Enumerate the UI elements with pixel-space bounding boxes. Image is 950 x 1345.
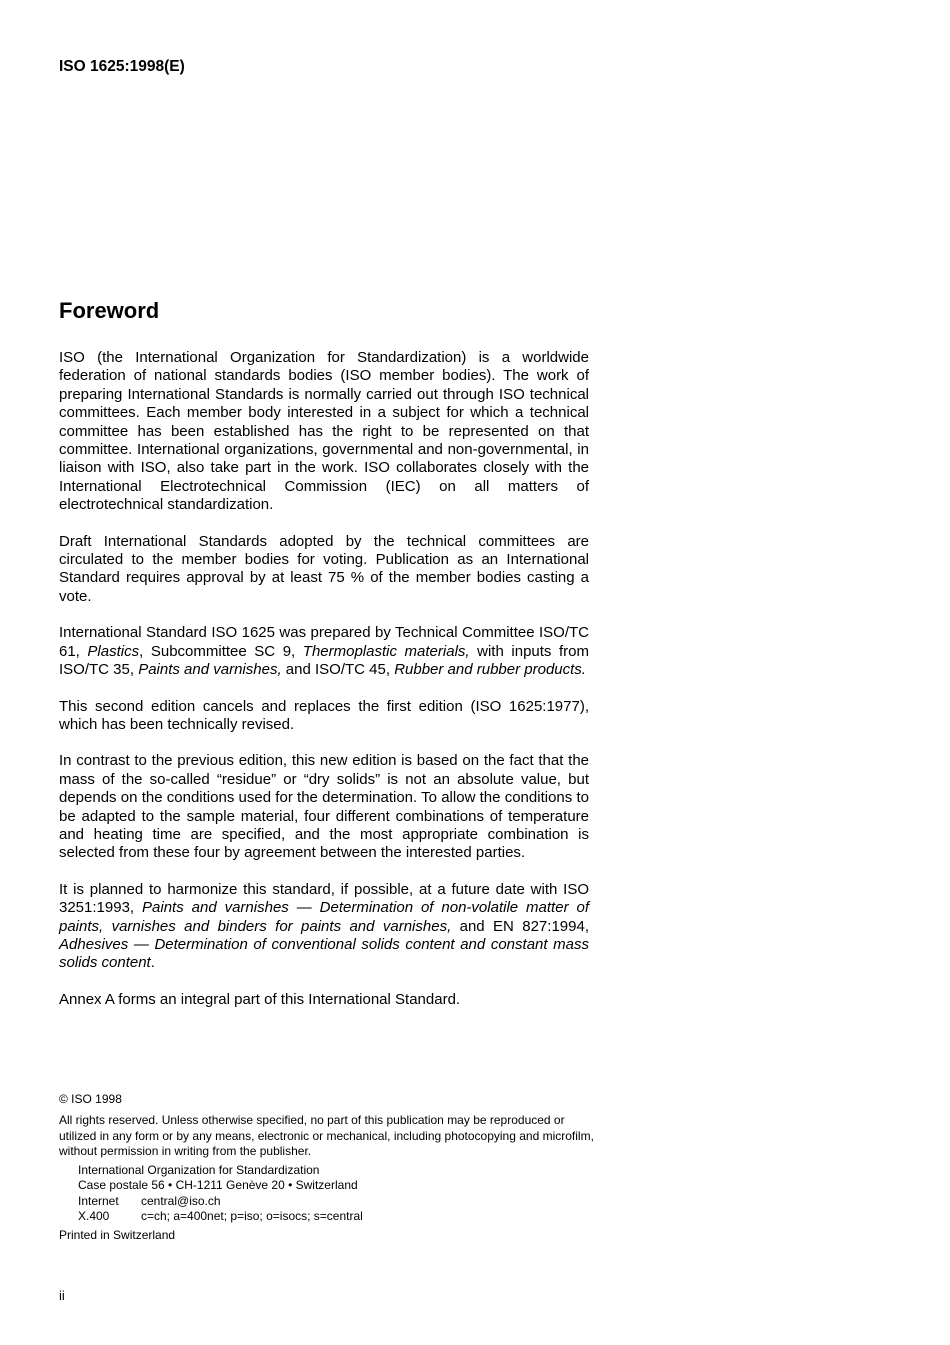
publisher-address (78, 1163, 599, 1224)
italic-standard-title: Paints and varnishes — Determination of non-volatile matter of paints, varnishes and binders for paints and varnishes, (59, 899, 589, 935)
paragraph-annex: Annex A forms an integral part of this International Standard. (59, 990, 461, 1008)
x400-address: c=ch; a=400net; p=iso; o=isocs; s=central (141, 1209, 363, 1224)
rights-statement: All rights reserved. Unless otherwise specified, no part of this publication may be reproduced or utilized in any form or by any means, electronic or mechanical, including photocopying and microfilm, without permission in writing from the publisher. (59, 1113, 594, 1158)
page-number: ii (59, 1288, 65, 1303)
paragraph-preparation (59, 624, 589, 679)
text-segment: and ISO/TC 45, (281, 661, 395, 679)
paragraph-voting: Draft International Standards adopted by the technical committees are circulated to the member bodies for voting. Publication as an International Standard requires approval by at least 75 % of the member bodies casting a vote. (59, 532, 589, 605)
page-title: Foreword (59, 298, 160, 323)
paragraph-harmonize (59, 881, 589, 973)
italic-subcommittee-name: Thermoplastic materials, (302, 642, 470, 660)
text-segment: International Standard ISO 1625 was prepared by Technical Committee ISO/TC 61, (59, 624, 589, 660)
internet-email: central@iso.ch (141, 1193, 221, 1208)
text-segment: and EN 827:1994, (451, 917, 589, 935)
text-segment: , Subcommittee SC 9, (139, 642, 303, 660)
x400-contact (78, 1209, 599, 1224)
copyright-block (59, 1092, 599, 1244)
organization-name: International Organization for Standardization (78, 1163, 320, 1178)
paragraph-organization: ISO (the International Organization for Standardization) is a worldwide federation of national standards bodies (ISO member bodies). The work of preparing International Standards is normally carried out through ISO technical committees. Each member body interested in a subject for which a technical committee has been established has the right to be represented on that committee. International organizations, governmental and non-governmental, in liaison with ISO, also take part in the work. ISO collaborates closely with the International Electrotechnical Commission (IEC) on all matters of electrotechnical standardization. (59, 349, 589, 514)
text-segment: It is planned to harmonize this standard, if possible, at a future date with ISO 3251:1993, (59, 880, 589, 917)
paragraph-edition: This second edition cancels and replaces the first edition (ISO 1625:1977), which has been technically revised. (59, 697, 589, 733)
text-segment: . (150, 954, 155, 972)
italic-committee-name: Rubber and rubber products. (394, 661, 586, 679)
printed-location: Printed in Switzerland (59, 1228, 176, 1243)
foreword-body (59, 349, 589, 1009)
x400-label: X.400 (78, 1209, 110, 1224)
postal-address: Case postale 56 • CH-1211 Genève 20 • Switzerland (78, 1178, 358, 1193)
paragraph-contrast: In contrast to the previous edition, this new edition is based on the fact that the mass of the so-called “residue” or “dry solids” is not an absolute value, but depends on the conditions used for the determination. To allow the conditions to be adapted to the sample material, four different combinations of temperature and heating time are specified, and the most appropriate combination is selected from these four by agreement between the interested parties. (59, 752, 589, 862)
document-identifier: ISO 1625:1998(E) (59, 58, 185, 75)
italic-committee-name: Plastics (87, 642, 140, 660)
internet-contact (78, 1194, 599, 1209)
italic-committee-name: Paints and varnishes, (138, 661, 282, 679)
italic-standard-title: Adhesives — Determination of conventional solids content and constant mass solids content (59, 935, 589, 972)
internet-label: Internet (78, 1193, 119, 1208)
text-segment: with inputs from ISO/TC 35, (59, 642, 589, 679)
copyright-line: © ISO 1998 (59, 1092, 122, 1106)
